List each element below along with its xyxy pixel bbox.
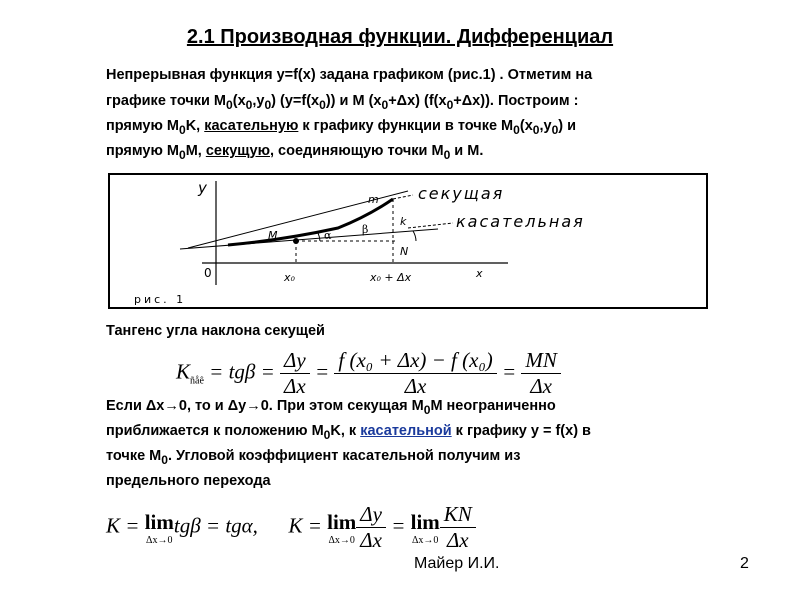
label-m: m — [368, 193, 379, 206]
label-x0dx: x₀ + Δx — [370, 271, 412, 284]
intro-line-3: прямую $M_0K$, касательную к графику функции в точке $M_0(x_0,y_0)$ и — [106, 118, 577, 137]
label-k: k — [400, 215, 407, 228]
figure-caption: рис. 1 — [134, 293, 187, 306]
label-n: N — [400, 245, 409, 258]
label-origin: 0 — [204, 266, 212, 280]
label-beta: β — [362, 223, 369, 236]
page-title: 2.1 Производная функции. Дифференциал — [186, 26, 614, 48]
label-tangent: касательная — [456, 212, 585, 231]
secant-slope-formula: $K_{ñåê} = tg\beta$ = $\frac{\Delta y}{\Delta x}$ = $\frac{\text{f (x₀ + Δx) − f (x₀)}}{\Delta x}$ = $\frac{MN}{\Delta x}$ — [176, 348, 561, 399]
footer-author: Майер И.И. — [414, 555, 500, 572]
page-number: 2 — [740, 555, 749, 572]
label-alpha: α — [324, 229, 332, 242]
derivative-figure — [108, 173, 708, 309]
limit-line-3: точке $M_0$. Угловой коэффициент касательной получим из — [106, 448, 521, 467]
intro-line-2: графике точки $M_0(x_0,y_0)$ $(y=f(x_0))$ и M $(x_0+\Delta x)$ $(f(x_0+\Delta x))$. Построим : — [106, 93, 579, 112]
point-m0 — [293, 238, 299, 244]
intro-line-1: Непрерывная функция y=f(x) задана графиком (рис.1) . Отметим на — [106, 67, 593, 83]
label-y: y — [198, 179, 207, 197]
tangent-heading: Тангенс угла наклона секущей — [106, 323, 325, 339]
tangent-link[interactable]: касательной — [360, 423, 452, 439]
limit-line-1: Если Δx→0, то и Δy→0. При этом секущая $M_0M$ неограниченно — [106, 398, 556, 417]
label-m0: M — [268, 229, 278, 242]
label-x: x — [476, 267, 483, 280]
limit-line-4: предельного перехода — [106, 473, 271, 489]
intro-line-4: прямую $M_0M$, секущую, соединяющую точки $M_0$ и M. — [106, 143, 484, 162]
derivative-limit-formula: K = lim Δx→0 tgβ = tgα, K = lim Δx→0 $\frac{\Delta y}{\Delta x}$ = lim Δx→0 $\frac{KN}{\Delta x}$ — [106, 502, 476, 553]
label-x0: x₀ — [284, 271, 295, 284]
label-secant: секущая — [418, 184, 505, 203]
limit-line-2: приближается к положению $M_0K$, к касательной к графику y = f(x) в — [106, 423, 591, 442]
